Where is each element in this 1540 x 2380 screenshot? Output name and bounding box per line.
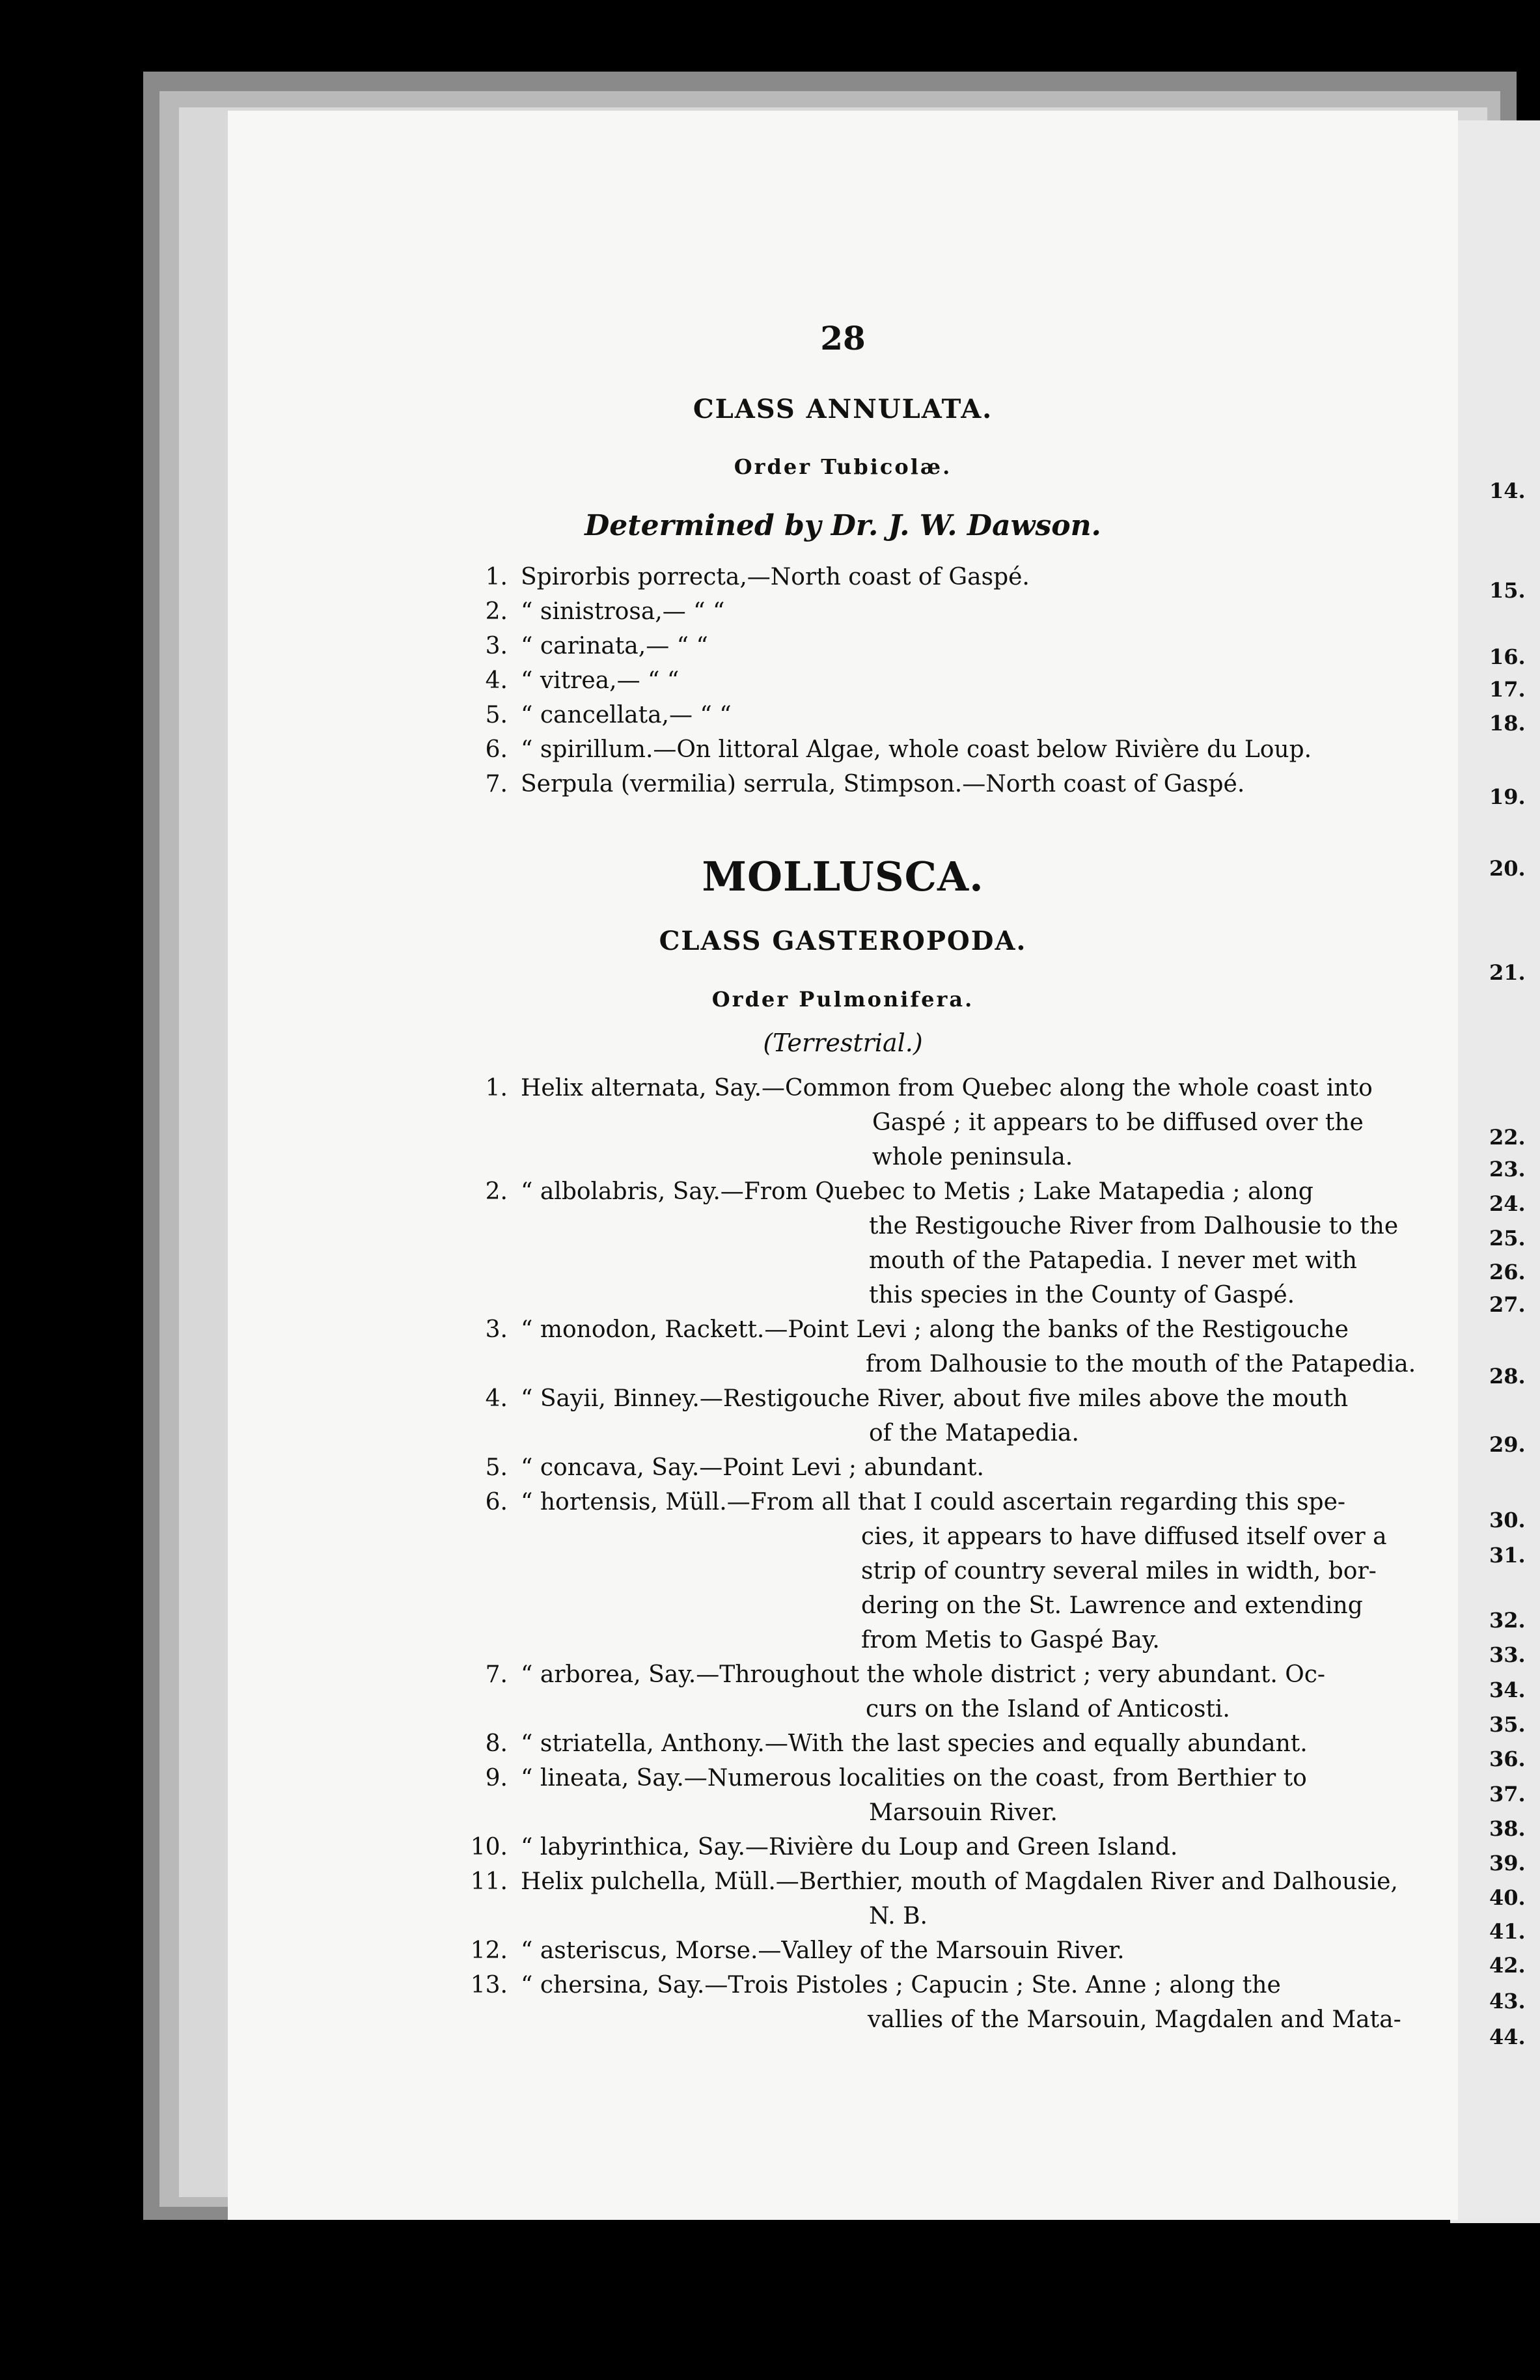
entry-number: 7. — [485, 771, 508, 797]
entry-number: 5. — [485, 702, 508, 728]
entry-number: 13. — [470, 1972, 508, 1999]
entry-text: “ carinata,— “ “ — [521, 633, 708, 659]
entry-text: “ asteriscus, Morse.—Valley of the Marsouin River. — [521, 1937, 1125, 1964]
entry-number: 2. — [485, 1178, 508, 1205]
entry-number: 9. — [485, 1765, 508, 1792]
entry-number: 3. — [485, 1316, 508, 1343]
entry-number: 6. — [485, 1489, 508, 1515]
facing-page-number: 39. — [1489, 1851, 1526, 1875]
book-page — [228, 111, 1458, 2220]
facing-page-number: 16. — [1489, 644, 1526, 669]
facing-page-number: 25. — [1489, 1226, 1526, 1251]
entry-continuation: the Restigouche River from Dalhousie to the — [869, 1213, 1399, 1239]
facing-page-number: 24. — [1489, 1191, 1526, 1216]
facing-page-number: 14. — [1489, 478, 1526, 503]
facing-page-number: 34. — [1489, 1678, 1526, 1702]
facing-page-number: 44. — [1489, 2025, 1526, 2049]
facing-page-number: 15. — [1489, 578, 1526, 603]
entry-number: 1. — [485, 564, 508, 590]
facing-page-number: 37. — [1489, 1782, 1526, 1806]
entry-continuation: Gaspé ; it appears to be diffused over the — [872, 1109, 1364, 1136]
entry-number: 11. — [470, 1868, 508, 1895]
entry-continuation: from Dalhousie to the mouth of the Patapedia. — [866, 1351, 1416, 1377]
entry-number: 6. — [485, 736, 508, 763]
facing-page-number: 32. — [1489, 1608, 1526, 1633]
entry-text: “ vitrea,— “ “ — [521, 667, 680, 694]
facing-page-number: 20. — [1489, 856, 1526, 881]
class-annulata-heading: CLASS ANNULATA. — [693, 394, 993, 424]
entry-continuation: Marsouin River. — [869, 1799, 1058, 1826]
entry-text: Helix alternata, Say.—Common from Quebec along the whole coast into — [521, 1075, 1373, 1101]
determined-by-line: Determined by Dr. J. W. Dawson. — [584, 509, 1101, 542]
entry-continuation: dering on the St. Lawrence and extending — [861, 1592, 1363, 1619]
facing-page-number: 27. — [1489, 1292, 1526, 1317]
mollusca-heading: MOLLUSCA. — [702, 853, 984, 900]
facing-page-number: 38. — [1489, 1816, 1526, 1841]
entry-number: 4. — [485, 667, 508, 694]
entry-number: 4. — [485, 1385, 508, 1412]
entry-continuation: whole peninsula. — [872, 1144, 1073, 1170]
entry-continuation: this species in the County of Gaspé. — [869, 1282, 1295, 1308]
entry-continuation: from Metis to Gaspé Bay. — [861, 1627, 1160, 1654]
entry-text: “ spirillum.—On littoral Algae, whole coast below Rivière du Loup. — [521, 736, 1312, 763]
facing-page-number: 41. — [1489, 1919, 1526, 1944]
entry-number: 10. — [470, 1834, 508, 1861]
entry-text: “ hortensis, Müll.—From all that I could ascertain regarding this spe- — [521, 1489, 1346, 1515]
entry-text: “ striatella, Anthony.—With the last species and equally abundant. — [521, 1730, 1308, 1757]
entry-continuation: strip of country several miles in width, bor- — [861, 1558, 1377, 1584]
facing-page-number: 33. — [1489, 1642, 1526, 1667]
page-content — [228, 111, 1458, 2220]
order-tubicolae-heading: Order Tubicolæ. — [734, 454, 952, 479]
entry-text: “ monodon, Rackett.—Point Levi ; along the banks of the Restigouche — [521, 1316, 1349, 1343]
facing-page-number: 40. — [1489, 1885, 1526, 1910]
entry-number: 12. — [470, 1937, 508, 1964]
entry-text: Spirorbis porrecta,—North coast of Gaspé. — [521, 564, 1030, 590]
facing-page-number: 22. — [1489, 1125, 1526, 1150]
entry-number: 3. — [485, 633, 508, 659]
entry-text: “ labyrinthica, Say.—Rivière du Loup and Green Island. — [521, 1834, 1178, 1861]
entry-continuation: curs on the Island of Anticosti. — [866, 1696, 1230, 1723]
facing-page-number: 36. — [1489, 1747, 1526, 1771]
facing-page-number: 18. — [1489, 711, 1526, 736]
facing-page-number: 35. — [1489, 1712, 1526, 1737]
facing-page-number: 19. — [1489, 784, 1526, 809]
facing-page-number: 23. — [1489, 1157, 1526, 1182]
facing-page-number: 28. — [1489, 1364, 1526, 1389]
facing-page-number: 30. — [1489, 1508, 1526, 1532]
facing-page-number: 31. — [1489, 1543, 1526, 1568]
entry-continuation: of the Matapedia. — [869, 1420, 1079, 1446]
entry-continuation: vallies of the Marsouin, Magdalen and Mata- — [868, 2006, 1401, 2033]
entry-text: “ albolabris, Say.—From Quebec to Metis ; Lake Matapedia ; along — [521, 1178, 1313, 1205]
facing-page-number: 42. — [1489, 1953, 1526, 1978]
entry-text: Helix pulchella, Müll.—Berthier, mouth of Magdalen River and Dalhousie, — [521, 1868, 1398, 1895]
entry-number: 5. — [485, 1454, 508, 1481]
facing-page-number: 21. — [1489, 960, 1526, 985]
facing-page-number: 17. — [1489, 677, 1526, 702]
entry-text: “ Sayii, Binney.—Restigouche River, about five miles above the mouth — [521, 1385, 1349, 1412]
entry-continuation: N. B. — [869, 1903, 928, 1930]
entry-number: 8. — [485, 1730, 508, 1757]
entry-text: “ concava, Say.—Point Levi ; abundant. — [521, 1454, 984, 1481]
entry-text: “ arborea, Say.—Throughout the whole district ; very abundant. Oc- — [521, 1661, 1326, 1688]
entry-continuation: cies, it appears to have diffused itself over a — [861, 1523, 1387, 1550]
entry-number: 1. — [485, 1075, 508, 1101]
entry-continuation: mouth of the Patapedia. I never met with — [869, 1247, 1357, 1274]
facing-page-number: 29. — [1489, 1432, 1526, 1457]
order-pulmonifera-heading: Order Pulmonifera. — [711, 987, 974, 1012]
entry-number: 2. — [485, 598, 508, 625]
entry-text: “ chersina, Say.—Trois Pistoles ; Capucin ; Ste. Anne ; along the — [521, 1972, 1281, 1999]
entry-text: “ lineata, Say.—Numerous localities on the coast, from Berthier to — [521, 1765, 1307, 1792]
class-gasteropoda-heading: CLASS GASTEROPODA. — [659, 926, 1027, 956]
facing-page-number: 43. — [1489, 1989, 1526, 2013]
entry-text: Serpula (vermilia) serrula, Stimpson.—North coast of Gaspé. — [521, 771, 1245, 797]
entry-text: “ sinistrosa,— “ “ — [521, 598, 725, 625]
entry-text: “ cancellata,— “ “ — [521, 702, 732, 728]
facing-page-number: 26. — [1489, 1260, 1526, 1284]
terrestrial-subheading: (Terrestrial.) — [763, 1029, 923, 1057]
entry-number: 7. — [485, 1661, 508, 1688]
page-number: 28 — [820, 319, 866, 357]
